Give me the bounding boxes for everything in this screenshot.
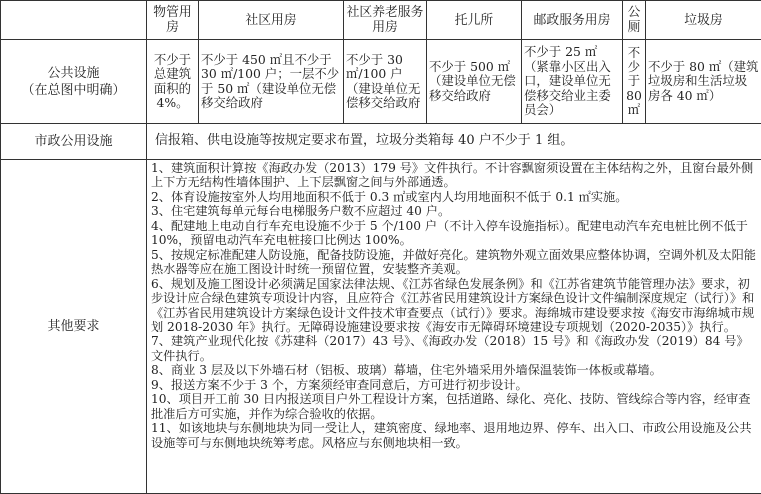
cell-community: 不少于 450 ㎡且不少于 30 ㎡/100 户；一层不少于 50 ㎡（建设单位无偿移交给政府 [199, 40, 344, 124]
other-requirements-row [1, 160, 761, 494]
col-header-community: 社区用房 [199, 1, 344, 40]
row-label-municipal: 市政公用设施 [1, 124, 147, 160]
requirement-item: 3、住宅建筑每单元每台电梯服务户数不应超过 40 户。 [151, 204, 451, 219]
cell-postal: 不少于 25 ㎡（紧靠小区出入口，建设单位无偿移交给业主委员会） [522, 40, 623, 124]
municipal-facilities-row [1, 124, 761, 160]
other-requirements-list [147, 160, 761, 494]
requirement-item: 8、商业 3 层及以下外墙石材（铝板、玻璃）幕墙，住宅外墙采用外墙保温装饰一体板或幕墙。 [151, 363, 662, 378]
cell-garbage: 不少于 80 ㎡（建筑垃圾房和生活垃圾房各 40 ㎡） [646, 40, 761, 124]
header-row [1, 1, 761, 40]
requirement-item: 1、建筑面积计算按《海政办发（2013）179 号》文件执行。不计容飘窗须设置在主体结构之外，且窗台最外侧上下方无结构性墙体围护、上下层飘窗之间与外部通透。 [151, 161, 754, 190]
col-header-property: 物管用房 [147, 1, 199, 40]
cell-toilet: 不少于80㎡ [623, 40, 646, 124]
requirement-item: 11、如该地块与东侧地块为同一受让人，建筑密度、绿地率、退用地边界、停车、出入口、市政公用设施及公共设施等可与东侧地块统筹考虑。风格应与东侧地块相一致。 [151, 421, 752, 450]
col-header-garbage: 垃圾房 [646, 1, 761, 40]
requirement-item: 10、项目开工前 30 日内报送项目户外工程设计方案，包括道路、绿化、亮化、技防、管线综合等内容，经审查批准后方可实施，并作为综合验收的依据。 [151, 392, 751, 421]
col-header-elderly: 社区养老服务用房 [344, 1, 427, 40]
col-header-toilet: 公厕 [623, 1, 646, 40]
requirement-item: 5、按规定标准配建人防设施，配备技防设施，并做好亮化。建筑物外观立面效果应整体协调，空调外机及太阳能热水器等应在施工图设计时统一预留位置，安装整齐美观。 [151, 247, 756, 277]
row-label-other: 其他要求 [1, 160, 147, 494]
cell-elderly: 不少于 30 ㎡/100 户（建设单位无偿移交给政府 [344, 40, 427, 124]
col-header-nursery: 托儿所 [427, 1, 522, 40]
row-label-public-facilities: 公共设施 （在总图中明确） [1, 40, 147, 124]
requirement-item: 9、报送方案不少于 3 个，方案须经审查同意后，方可进行初步设计。 [151, 377, 528, 392]
public-facilities-row [1, 40, 761, 124]
col-header-postal: 邮政服务用房 [522, 1, 623, 40]
cell-nursery: 不少于 500 ㎡（建设单位无偿移交给政府 [427, 40, 522, 124]
requirement-item: 7、建筑产业现代化按《苏建科（2017）43 号》、《海政办发（2018）15 号》和《海政办发（2019）84 号》文件执行。 [151, 334, 749, 363]
requirement-item: 4、配建地上电动自行车充电设施不少于 5 个/100 户（不计入停车设施指标）。配建电动汽车充电桩比例不低于 10%，预留电动汽车充电桩接口比例达 100%。 [151, 218, 752, 248]
requirement-item: 2、体育设施按室外人均用地面积不低于 0.3 ㎡或室内人均用地面积不低于 0.1 ㎡实施。 [151, 189, 628, 204]
corner-cell [1, 1, 147, 40]
municipal-facilities-text: 信报箱、供电设施等按规定要求布置，垃圾分类箱每 40 户不少于 1 组。 [147, 124, 761, 160]
requirement-item: 6、规划及施工图设计必须满足国家法律法规、《江苏省绿色发展条例》和《江苏省建筑节能管理办法》要求，初步设计应合绿色建筑专项设计内容，且应符合《江苏省民用建筑设计方案绿色设计文件编制深度规定（试行）》和《江苏省民用建筑设计方案绿色设计文件技术审查要点（试行）》要求。海绵城市建设要求按《海安市海绵城市规划 2018-2030 年》执行。无障碍设施建设要求按《海安市无障碍环境建设专项规划（2020-2035）》执行。 [151, 276, 755, 334]
cell-property: 不少于总建筑面积的4%。 [147, 40, 199, 124]
